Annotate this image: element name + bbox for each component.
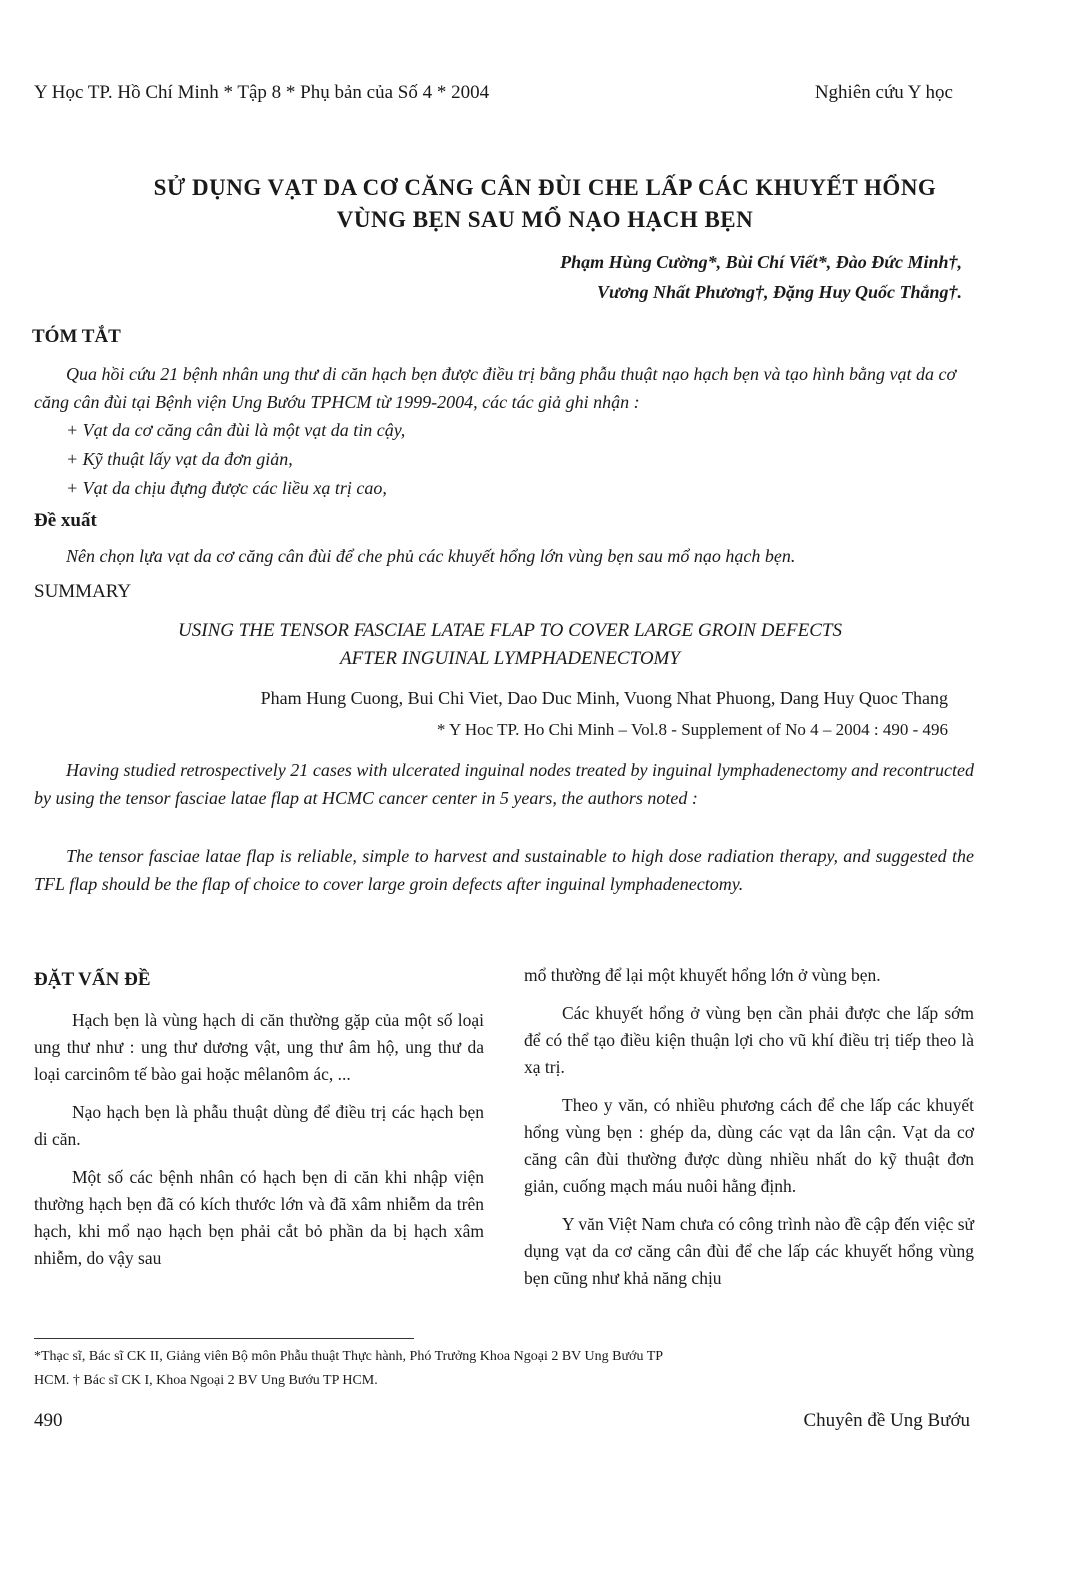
section-header: Nghiên cứu Y học [814,82,953,103]
right-column [524,962,974,1303]
footnote-line1: *Thạc sĩ, Bác sĩ CK II, Giảng viên Bộ môn Phẫu thuật Thực hành, Phó Trưởng Khoa Ngoại 2 BV Ung Bướu TP [34,1349,664,1364]
abstract-bullet-3: + Vạt da chịu đựng được các liều xạ trị cao, [66,478,387,498]
abstract-text: Qua hồi cứu 21 bệnh nhân ung thư di căn hạch bẹn được điều trị bằng phẫu thuật nạo hạch bẹn và tạo hình bằng vạt da cơ căng cân đùi tại Bệnh viện Ung Bướu TPHCM từ 1999-2004, các tác giả ghi nhận : [34,364,957,412]
series-title: Chuyên đề Ung Bướu [803,1410,970,1431]
summary-authors: Pham Hung Cuong, Bui Chi Viet, Dao Duc Minh, Vuong Nhat Phuong, Dang Huy Quoc Thang [260,688,948,708]
article-title-line1: SỬ DỤNG VẠT DA CƠ CĂNG CÂN ĐÙI CHE LẤP CÁC KHUYẾT HỔNG [153,175,937,200]
left-paragraph: Nạo hạch bẹn là phẫu thuật dùng để điều trị các hạch bẹn di căn. [34,1102,484,1149]
proposal-heading: Đề xuất [34,510,97,531]
journal-header: Y Học TP. Hồ Chí Minh * Tập 8 * Phụ bản của Số 4 * 2004 [34,82,490,103]
right-paragraph: mổ thường để lại một khuyết hổng lớn ở vùng bẹn. [524,965,881,985]
right-paragraph: Theo y văn, có nhiều phương cách để che lấp các khuyết hổng vùng bẹn : ghép da, dùng các vạt da lân cận. Vạt da cơ căng cân đùi thường được dùng nhiều nhất do kỹ thuật đơn giản, cuống mạch máu nuôi hằng định. [524,1095,974,1196]
page-number: 490 [34,1410,63,1431]
proposal-text: Nên chọn lựa vạt da cơ căng cân đùi để che phủ các khuyết hổng lớn vùng bẹn sau mổ nạo hạch bẹn. [66,546,796,566]
article-title-line2: VÙNG BẸN SAU MỔ NẠO HẠCH BẸN [336,207,754,232]
right-paragraph: Y văn Việt Nam chưa có công trình nào đề cập đến việc sử dụng vạt da cơ căng cân đùi để che lấp các khuyết hổng vùng bẹn cũng như khả năng chịu [524,1214,974,1288]
left-column [34,966,484,1283]
abstract-bullet-1: + Vạt da cơ căng cân đùi là một vạt da tin cậy, [66,420,406,440]
authors-line2: Vương Nhất Phương†, Đặng Huy Quốc Thắng†. [597,282,962,302]
right-paragraph: Các khuyết hổng ở vùng bẹn cần phải được che lấp sớm để có thể tạo điều kiện thuận lợi cho vũ khí điều trị tiếp theo là xạ trị. [524,1003,974,1077]
summary-text-1: Having studied retrospectively 21 cases with ulcerated inguinal nodes treated by inguinal lymphadenectomy and recontructed by using the tensor fasciae latae flap at HCMC cancer center in 5 years, the authors noted : [34,760,974,808]
left-paragraph: Hạch bẹn là vùng hạch di căn thường gặp của một số loại ung thư như : ung thư dương vật, ung thư âm hộ, ung thư da loại carcinôm tế bào gai hoặc mêlanôm ác, ... [34,1010,484,1084]
summary-title-line2: AFTER INGUINAL LYMPHADENECTOMY [340,648,680,669]
left-paragraph: Một số các bệnh nhân có hạch bẹn di căn khi nhập viện thường hạch bẹn đã có kích thước lớn và đã xâm nhiễm da trên hạch, khi mổ nạo hạch bẹn phải cắt bỏ phần da bị hạch xâm nhiễm, do vậy sau [34,1167,484,1268]
abstract-bullet-2: + Kỹ thuật lấy vạt da đơn giản, [66,449,293,469]
authors-line1: Phạm Hùng Cường*, Bùi Chí Viết*, Đào Đức Minh†, [560,252,962,272]
summary-title-line1: USING THE TENSOR FASCIAE LATAE FLAP TO COVER LARGE GROIN DEFECTS [178,620,842,641]
summary-text-2: The tensor fasciae latae flap is reliable, simple to harvest and sustainable to high dose radiation therapy, and suggested the TFL flap should be the flap of choice to cover large groin defects after inguinal lymphadenectomy. [34,846,974,894]
summary-heading: SUMMARY [34,581,132,602]
summary-citation: * Y Hoc TP. Ho Chi Minh – Vol.8 - Supplement of No 4 – 2004 : 490 - 496 [436,720,948,739]
intro-heading: ĐẶT VẤN ĐỀ [34,969,151,990]
footnote-line2: HCM. † Bác sĩ CK I, Khoa Ngoại 2 BV Ung Bướu TP HCM. [34,1373,378,1388]
footnote-rule [34,1338,414,1339]
abstract-heading: TÓM TẮT [32,326,121,347]
